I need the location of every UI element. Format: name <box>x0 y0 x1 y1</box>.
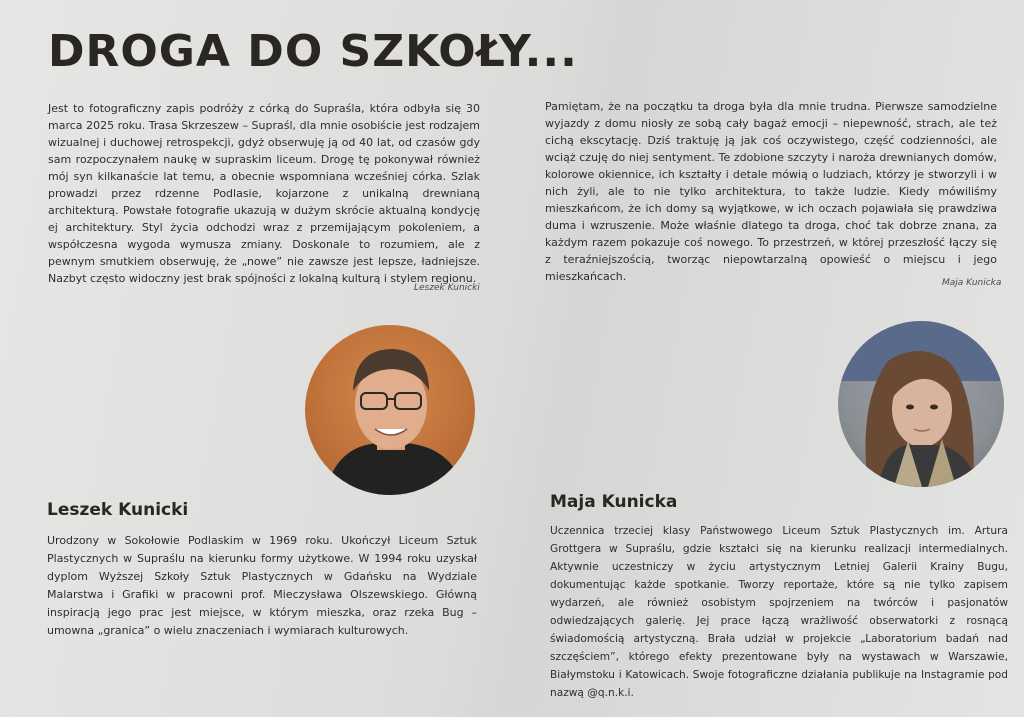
name-maja: Maja Kunicka <box>550 492 678 512</box>
signature-left: Leszek Kunicki <box>414 283 480 293</box>
bio-leszek <box>47 532 477 640</box>
portrait-leszek-illustration <box>305 325 475 495</box>
intro-left-paragraph: Jest to fotograficzny zapis podróży z córką do Supraśla, która odbyła się 30 marca 2025 roku. Trasa Skrzeszew – Supraśl, dla mnie osobiście jest rodzajem wizualnej i duchowej retrospekcji, gdyż obserwuję ją od 40 lat, od czasów gdy sam rozpoczynałem naukę w supraskim liceum. Drogę tę pokonywał również mój syn kilkanaście lat temu, a obecnie wspomniana wcześniej córka. Szlak prowadzi przez rdzenne Podlasie, kojarzone z unikalną drewnianą architekturą. Powstałe fotografie ukazują w dużym skrócie aktualną kondycję ej architektury. Styl życia odchodzi wraz z przemijającym pokoleniem, a współczesna wygoda wymusza zmiany. Doskonale to rozumiem, ale z pewnym smutkiem obserwuję, że „nowe” nie zawsze jest lepsze, ładniejsze. Nazbyt często widoczny jest brak spójności z lokalną kulturą i stylem regionu. <box>48 102 480 285</box>
intro-right-text <box>545 98 997 285</box>
portrait-photo-leszek <box>305 325 475 495</box>
bio-leszek-text: Urodzony w Sokołowie Podlaskim w 1969 roku. Ukończył Liceum Sztuk Plastycznych w Supraślu na kierunku formy użytkowe. W 1994 roku uzyskał dyplom Wyższej Szkoły Sztuk Plastycznych w Gdańsku na Wydziale Malarstwa i Grafiki w pracowni prof. Mieczysława Olszewskiego. Główną inspiracją jego prac jest miejsce, w którym mieszka, oraz rzeka Bug – umowna „granica” o wielu znaczeniach i wymiarach kulturowych. <box>47 534 477 637</box>
page-title: DROGA DO SZKOŁY... <box>48 26 578 77</box>
bio-maja-text: Uczennica trzeciej klasy Państwowego Liceum Sztuk Plastycznych im. Artura Grottgera w Supraślu, gdzie kształci się na kierunku realizacji intermedialnych. Aktywnie uczestniczy w życiu artystycznym Letniej Galerii Krainy Bugu, dokumentując każde spotkanie. Tworzy reportaże, które są nie tylko zapisem wydarzeń, ale również osobistym spojrzeniem na twórców i pasjonatów odwiedzających galerię. Jej prace łączą wrażliwość obserwatorki z rosnącą świadomością artystyczną. Brała udział w projekcie „Laboratorium badań nad szczęściem”, którego efekty prezentowane były na wystawach w Warszawie, Białymstoku i Katowicach. Swoje fotograficzne działania publikuje na Instagramie pod nazwą @q.n.k.i. <box>550 525 1008 699</box>
intro-left-text <box>48 100 480 287</box>
signature-right: Maja Kunicka <box>942 278 1002 288</box>
bio-maja <box>550 522 1008 702</box>
name-leszek: Leszek Kunicki <box>47 500 189 520</box>
portrait-photo-maja <box>838 321 1004 487</box>
intro-right-paragraph: Pamiętam, że na początku ta droga była dla mnie trudna. Pierwsze samodzielne wyjazdy z domu niosły ze sobą cały bagaż emocji – niepewność, strach, ale też cichą ekscytację. Dziś traktuję ją jak coś oczywistego, część codzienności, ale wciąż czuję do niej sentyment. Te zdobione szczyty i naroża drewnianych domów, kolorowe okiennice, ich kształty i detale mówią o ludziach, którzy je stworzyli i w nich żyli, ale to nie tylko architektura, to także ludzie. Kiedy mówiliśmy mieszkańcom, że ich domy są wyjątkowe, w ich oczach pojawiała się prawdziwa duma i wzruszenie. Może właśnie dlatego ta droga, choć tak dobrze znana, za każdym razem pokazuje coś nowego. To przestrzeń, w której przeszłość łączy się z teraźniejszością, tworząc niepowtarzalną opowieść o miejscu i jego mieszkańcach. <box>545 100 997 283</box>
portrait-maja-illustration <box>838 321 1004 487</box>
